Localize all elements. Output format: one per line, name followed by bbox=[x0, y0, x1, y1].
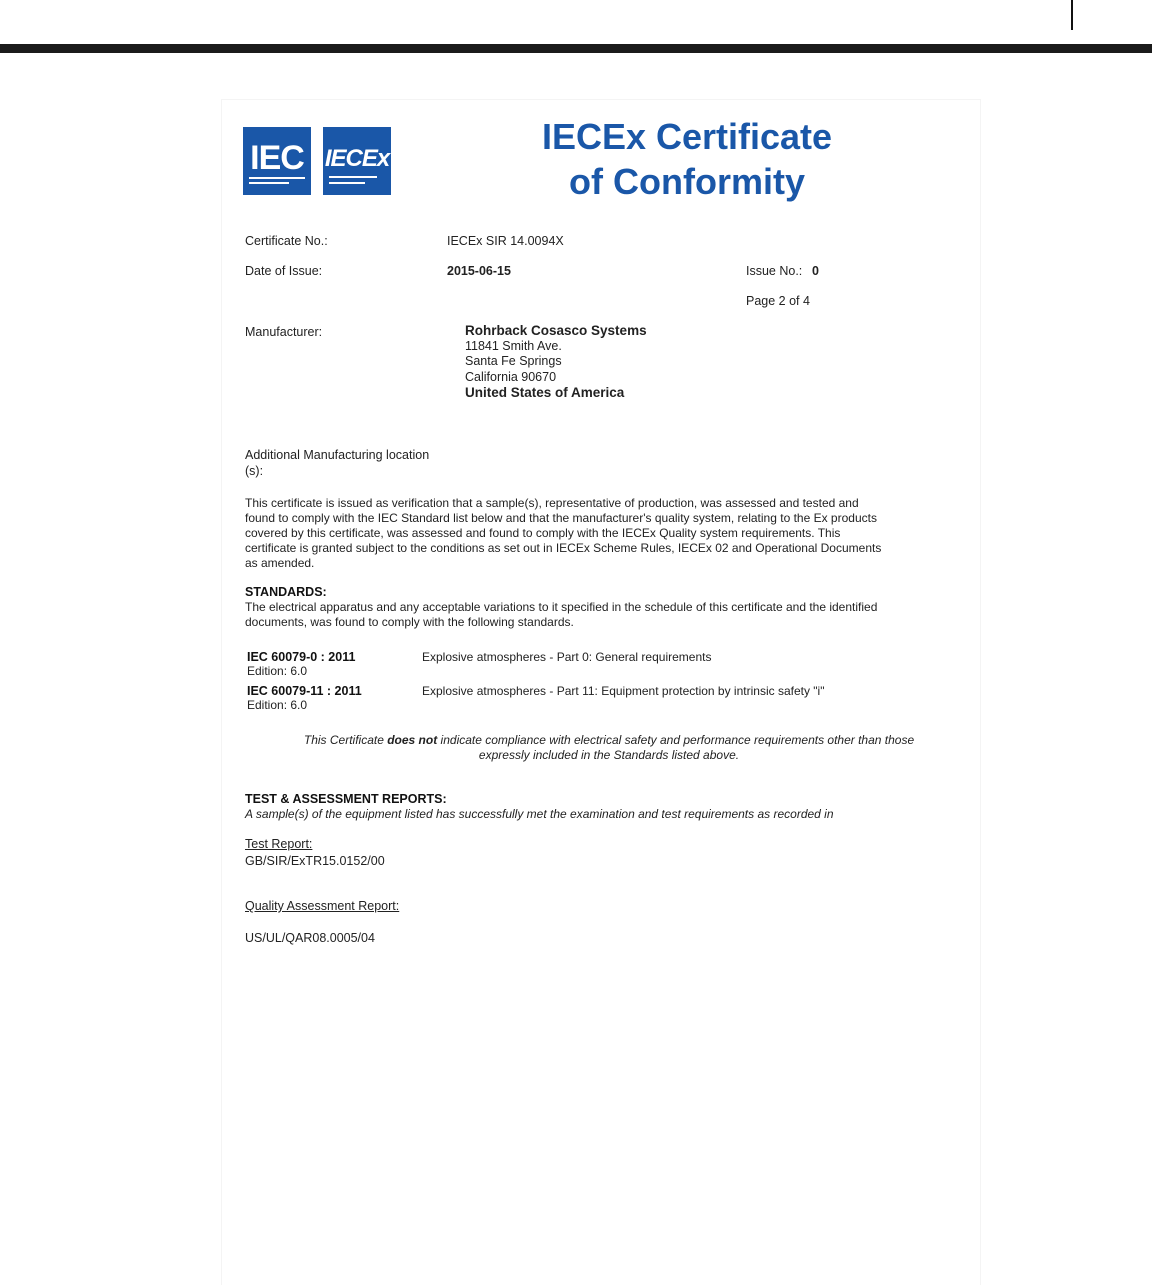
certificate-number-label: Certificate No.: bbox=[245, 234, 328, 248]
iec-logo: IEC bbox=[243, 127, 311, 195]
standard-code: IEC 60079-0 : 2011 bbox=[247, 650, 356, 664]
manufacturer-name: Rohrback Cosasco Systems bbox=[465, 323, 647, 338]
standard-item bbox=[247, 684, 362, 712]
disclaimer-line-2: expressly included in the Standards listed above. bbox=[478, 748, 740, 762]
top-divider-tick bbox=[1071, 0, 1073, 30]
standards-heading: STANDARDS: bbox=[245, 585, 327, 599]
standards-paragraph: The electrical apparatus and any acceptable variations to it specified in the schedule of this certificate and the identified documents, was found to comply with the following standards. bbox=[245, 600, 878, 629]
standard-edition: Edition: 6.0 bbox=[247, 664, 308, 678]
page-number: Page 2 of 4 bbox=[746, 294, 810, 308]
logo-stripe bbox=[249, 182, 289, 184]
quality-assessment-report-number: US/UL/QAR08.0005/04 bbox=[245, 931, 375, 945]
standard-description: Explosive atmospheres - Part 0: General requirements bbox=[422, 650, 712, 664]
date-of-issue: 2015-06-15 bbox=[447, 264, 511, 278]
quality-assessment-report-label: Quality Assessment Report: bbox=[245, 899, 400, 913]
standard-item bbox=[247, 650, 355, 678]
reports-intro: A sample(s) of the equipment listed has successfully met the examination and test requirements as recorded in bbox=[245, 807, 834, 821]
issue-number: 0 bbox=[812, 264, 819, 278]
logo-stripe bbox=[329, 176, 377, 178]
manufacturer-address bbox=[465, 323, 647, 401]
disclaimer bbox=[245, 733, 973, 763]
manufacturer-state: California 90670 bbox=[465, 369, 557, 384]
certificate-number: IECEx SIR 14.0094X bbox=[447, 234, 564, 248]
disclaimer-emphasis: does not bbox=[387, 733, 438, 747]
manufacturer-street: 11841 Smith Ave. bbox=[465, 338, 562, 353]
title-line-1: IECEx Certificate bbox=[541, 116, 833, 157]
title-line-2: of Conformity bbox=[569, 161, 805, 202]
iecex-logo: IECEx bbox=[323, 127, 391, 195]
test-report-number: GB/SIR/ExTR15.0152/00 bbox=[245, 854, 385, 868]
test-report-label: Test Report: bbox=[245, 837, 313, 851]
top-divider-rule bbox=[0, 44, 1152, 53]
disclaimer-line-1: This Certificate does not indicate compliance with electrical safety and performance requirements other than those bbox=[303, 733, 915, 747]
standard-code: IEC 60079-11 : 2011 bbox=[247, 684, 362, 698]
logo-stripe bbox=[249, 177, 305, 179]
manufacturer-city: Santa Fe Springs bbox=[465, 354, 562, 368]
date-of-issue-label: Date of Issue: bbox=[245, 264, 323, 278]
manufacturer-label: Manufacturer: bbox=[245, 325, 323, 339]
additional-location-label: Additional Manufacturing location (s): bbox=[245, 448, 430, 478]
document-title bbox=[522, 114, 852, 204]
logo-stripe bbox=[329, 182, 365, 184]
standard-edition: Edition: 6.0 bbox=[247, 698, 308, 712]
intro-paragraph: This certificate is issued as verification that a sample(s), representative of production, was assessed and tested and found to comply with the IEC Standard list below and that the manufacturer's quality system, relating to the Ex products covered by this certificate, was assessed and found to comply with the IECEx Quality system requirements. This certificate is granted subject to the conditions as set out in IECEx Scheme Rules, IECEx 02 and Operational Documents as amended. bbox=[245, 496, 882, 570]
issue-number-label: Issue No.: bbox=[746, 264, 803, 278]
reports-heading: TEST & ASSESSMENT REPORTS: bbox=[245, 792, 447, 806]
manufacturer-country: United States of America bbox=[465, 385, 625, 400]
certificate-page bbox=[222, 100, 980, 1285]
standard-description: Explosive atmospheres - Part 11: Equipment protection by intrinsic safety "i" bbox=[422, 684, 825, 698]
